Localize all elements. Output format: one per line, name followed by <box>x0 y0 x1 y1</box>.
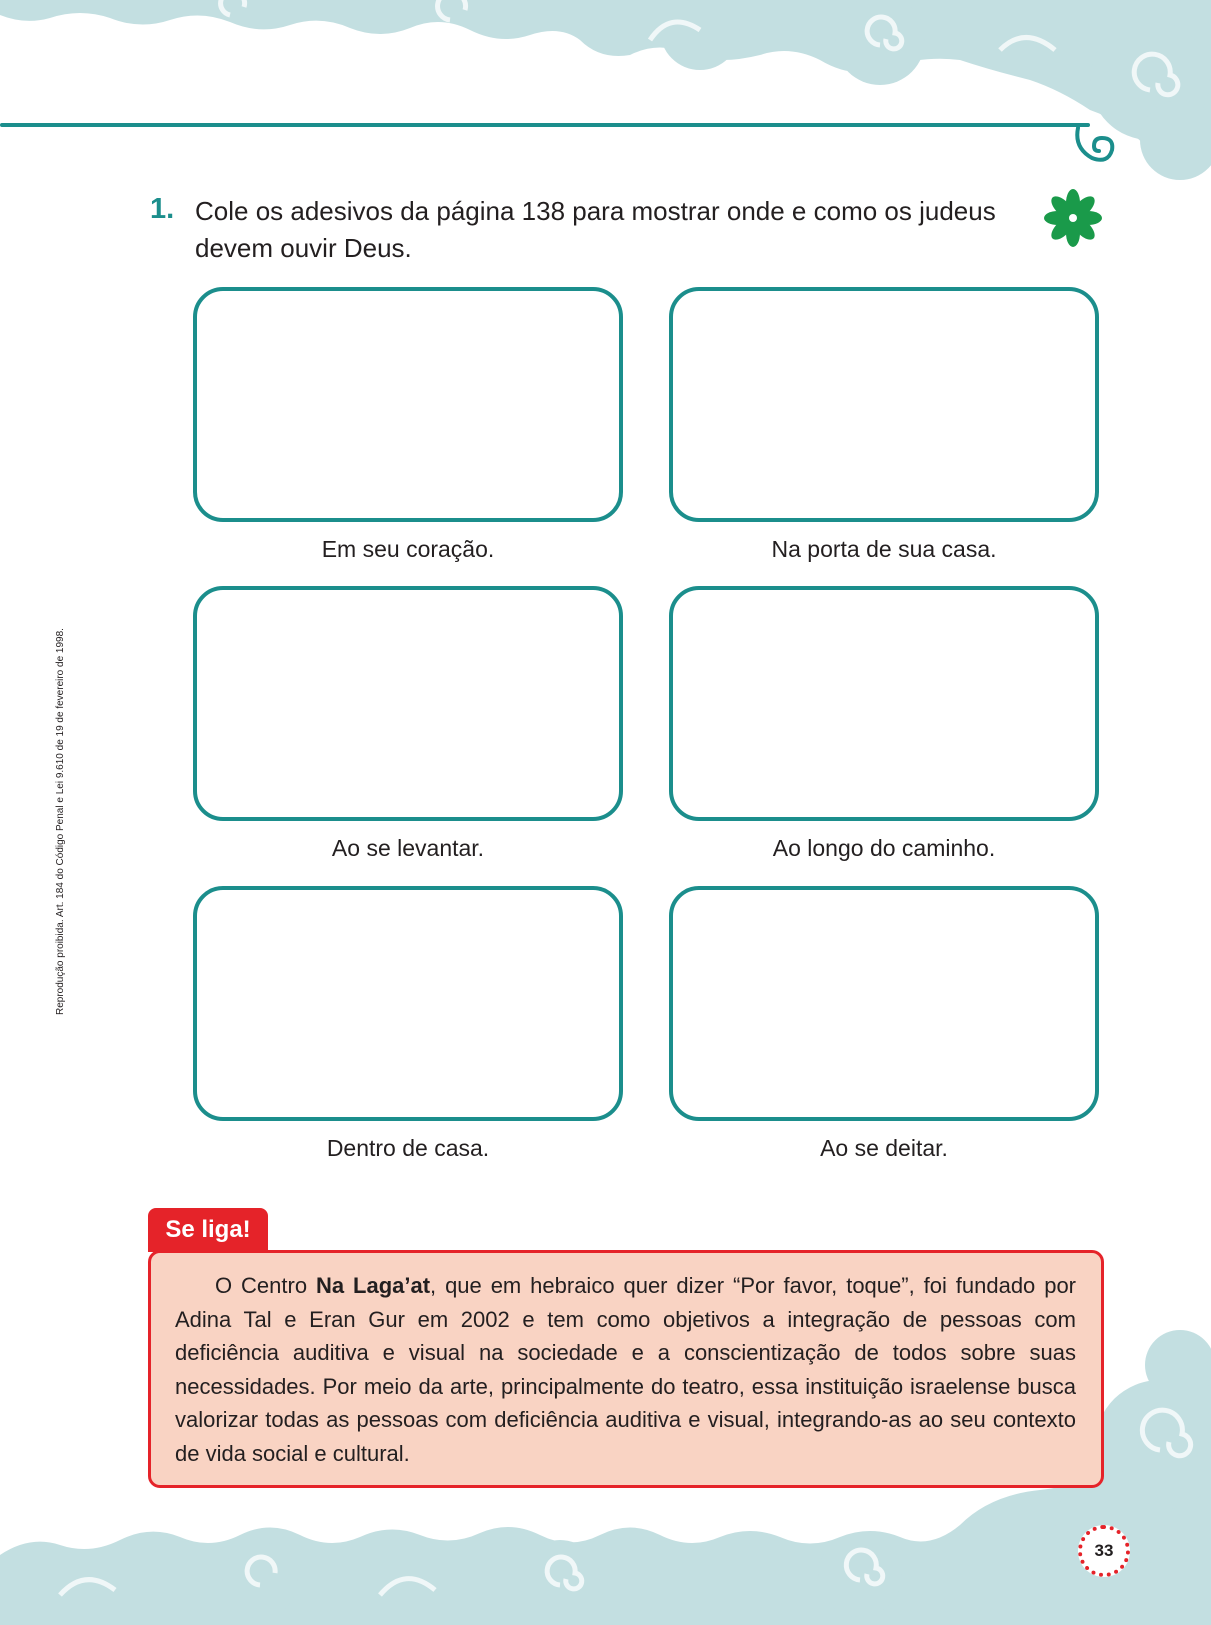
sticker-caption-1: Em seu coração. <box>321 536 495 562</box>
sticker-box-6[interactable] <box>669 886 1099 1121</box>
info-text-start: O Centro <box>215 1273 316 1298</box>
sticker-caption-2: Na porta de sua casa. <box>771 536 997 562</box>
sticker-box-2[interactable] <box>669 287 1099 522</box>
info-text-rest: , que em hebraico quer dizer “Por favor, toque”, foi fundado por Adina Tal e Eran Gur em 2002 e tem como objetivos a integração de pessoas com deficiência auditiva e visual na sociedade e a conscientização de todos sobre suas necessidades. Por meio da arte, principalmente do teatro, essa instituição israelense busca valorizar todas as pessoas com deficiência auditiva e visual, integrando-as ao seu contexto de vida social e cultural. <box>175 1273 1077 1466</box>
info-highlight: Na Laga’at <box>315 1273 431 1298</box>
sticker-caption-5: Dentro de casa. <box>326 1135 490 1161</box>
info-text <box>175 1269 1076 1470</box>
sticker-box-4[interactable] <box>669 586 1099 821</box>
exercise-number: 1. <box>150 193 175 225</box>
sticker-caption-6: Ao se deitar. <box>820 1135 948 1161</box>
sticker-caption-3: Ao se levantar. <box>331 835 485 861</box>
exercise-instruction: Cole os adesivos da página 138 para mostrar onde e como os judeus devem ouvir Deus. <box>195 196 996 263</box>
swirl-icon <box>1072 124 1120 172</box>
sticker-box-5[interactable] <box>193 886 623 1121</box>
header-rule <box>0 123 1090 127</box>
copyright-note: Reprodução proibida. Art. 184 do Código Penal e Lei 9.610 de 19 de fevereiro de 1998. <box>55 628 66 1015</box>
sticker-box-1[interactable] <box>193 287 623 522</box>
top-cloud-decoration <box>0 0 1211 190</box>
sticker-caption-4: Ao longo do caminho. <box>772 835 996 861</box>
flower-star-icon <box>1040 185 1106 251</box>
sticker-box-3[interactable] <box>193 586 623 821</box>
info-box <box>148 1250 1104 1488</box>
info-tab-label: Se liga! <box>148 1208 268 1252</box>
page-number: 33 <box>1078 1525 1130 1577</box>
